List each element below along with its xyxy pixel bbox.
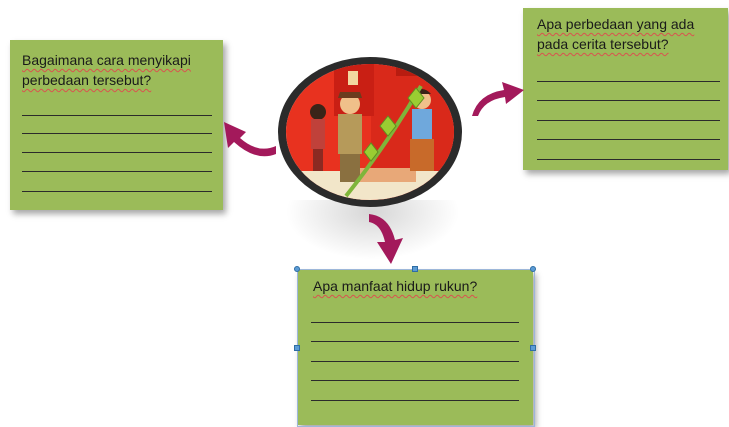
question-text: Bagaimana cara menyikapi perbedaan tersebut? <box>22 52 191 88</box>
question-card-left <box>10 40 223 210</box>
question-text: Apa manfaat hidup rukun? <box>313 278 478 294</box>
resize-handle-middle-right[interactable] <box>530 345 536 351</box>
answer-line <box>22 152 212 153</box>
answer-line <box>22 191 212 192</box>
answer-line <box>537 159 720 160</box>
resize-handle-top-left[interactable] <box>294 266 300 272</box>
question-card-right <box>523 8 728 170</box>
curved-arrow-left <box>218 110 278 160</box>
resize-handle-middle-left[interactable] <box>294 345 300 351</box>
answer-line <box>537 100 720 101</box>
answer-line <box>537 139 720 140</box>
answer-line <box>537 81 720 82</box>
resize-handle-top-middle[interactable] <box>412 266 418 272</box>
curved-arrow-right <box>470 76 526 118</box>
curved-arrow-down <box>365 210 415 266</box>
selection-frame <box>297 269 535 427</box>
answer-line <box>22 115 212 116</box>
answer-line <box>22 171 212 172</box>
question-text: Apa perbedaan yang ada pada cerita tersebut? <box>537 16 695 52</box>
resize-handle-top-right[interactable] <box>530 266 536 272</box>
center-illustration <box>276 56 464 208</box>
answer-line <box>22 133 212 134</box>
answer-line <box>537 120 720 121</box>
